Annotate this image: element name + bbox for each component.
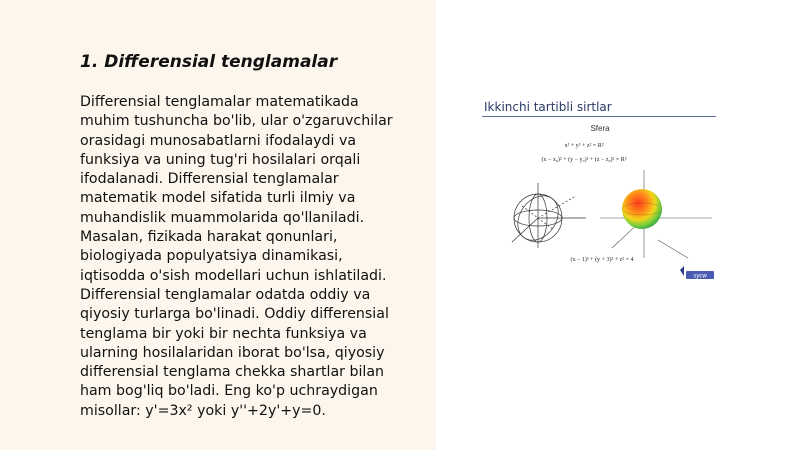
paragraph-line: differensial tenglama chekka shartlar bilan xyxy=(80,364,385,381)
publisher-logo xyxy=(680,266,714,280)
paragraph-line: Differensial tenglamalar odatda oddiy va xyxy=(80,286,371,303)
paragraph-line: Differensial tenglamalar matematikada xyxy=(80,94,359,110)
figure-title: Ikkinchi tartibli sirtlar xyxy=(484,100,612,114)
paragraph-line: biologiyada populyatsiya dinamikasi, xyxy=(80,248,343,265)
sphere-illustration xyxy=(482,120,720,296)
section-heading: 1. Differensial tenglamalar xyxy=(80,52,338,72)
paragraph-line: ularning hosilalaridan iborat bo'lsa, qiyosiy xyxy=(80,344,385,361)
paragraph-line: muhim tushuncha bo'lib, ular o'zgaruvchilar xyxy=(80,113,393,130)
sphere-equation-example: (x − 1)² + (y + 3)² + z² = 4 xyxy=(570,257,634,263)
paragraph-line: Masalan, fizikada harakat qonunlari, xyxy=(80,229,338,246)
publisher-logo-text: sycw xyxy=(693,273,707,280)
paragraph-line: ifodalanadi. Differensial tenglamalar xyxy=(80,171,339,188)
colored-sphere xyxy=(600,170,712,258)
paragraph-line: iqtisodda o'sish modellari uchun ishlatiladi. xyxy=(80,267,387,284)
figure-subtitle: Sfera xyxy=(590,124,610,133)
figure-title-underline xyxy=(482,116,716,117)
paragraph-line: tenglama bir yoki bir nechta funksiya va xyxy=(80,325,367,342)
sphere-equation-general: (x − x₀)² + (y − y₀)² + (z − z₀)² = R² xyxy=(541,157,627,163)
paragraph-line: misollar: y'=3x² yoki y''+2y'+y=0. xyxy=(80,402,326,419)
wireframe-sphere xyxy=(509,183,586,248)
body-paragraph xyxy=(80,93,420,421)
sphere-figure xyxy=(482,96,720,296)
paragraph-line: muhandislik muammolarida qo'llaniladi. xyxy=(80,209,365,226)
paragraph-line: qiyosiy turlarga bo'linadi. Oddiy differensial xyxy=(80,306,389,323)
sphere-equation-canonical: x² + y² + z² = R² xyxy=(564,143,604,149)
paragraph-line: ham bog'liq bo'ladi. Eng ko'p uchraydigan xyxy=(80,383,378,400)
paragraph-line: orasidagi munosabatlarni ifodalaydi va xyxy=(80,132,357,149)
paragraph-line: matematik model sifatida turli ilmiy va xyxy=(80,190,356,207)
paragraph-line: funksiya va uning tug'ri hosilalari orqali xyxy=(80,151,361,168)
